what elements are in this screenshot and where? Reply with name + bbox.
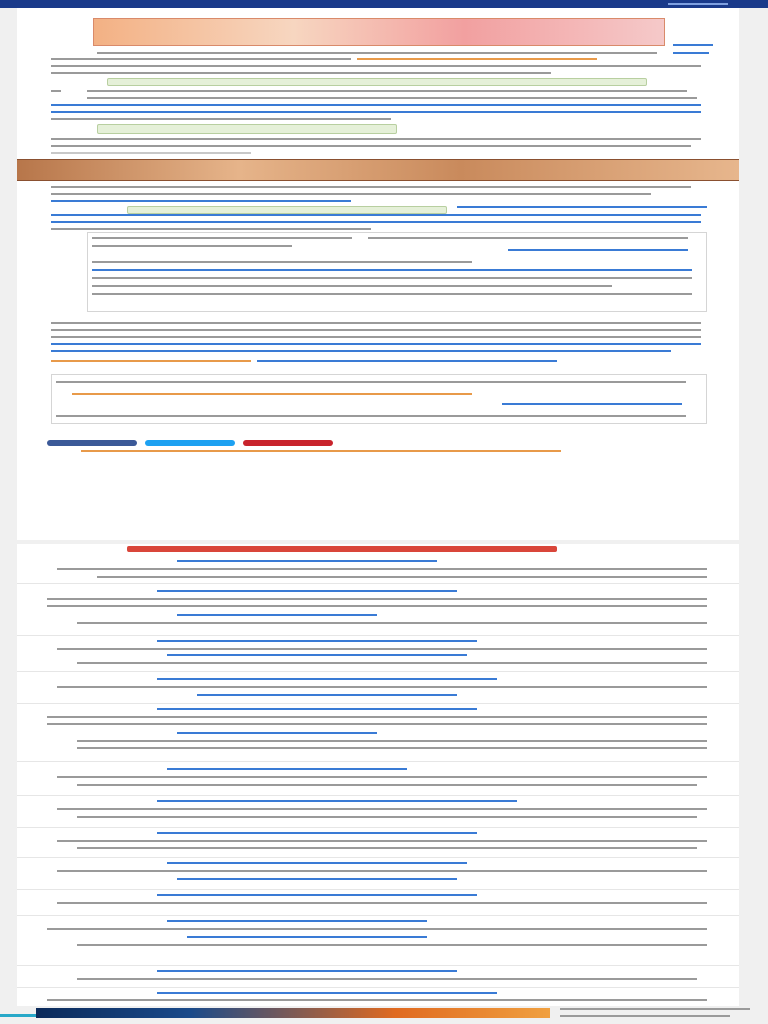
twitter-share-button[interactable] [145,440,235,446]
share-caption [81,450,561,452]
info-box [51,374,707,424]
list-item[interactable] [17,706,739,762]
article-title [17,8,18,9]
article-body [17,8,739,540]
site-title [0,0,1,1]
list-item[interactable] [17,968,739,988]
pinterest-share-button[interactable] [243,440,333,446]
footer-accent-line [0,1014,36,1017]
list-item[interactable] [17,918,739,966]
footer-text [560,1006,750,1020]
footer-banner-image[interactable] [36,1008,550,1018]
list-item[interactable] [17,638,739,672]
list-item[interactable] [17,990,739,1004]
menu-icon[interactable] [668,3,728,5]
photo-strip [17,159,739,181]
list-title [127,546,557,552]
share-buttons [47,440,333,446]
list-item[interactable] [17,798,739,828]
list-item[interactable] [17,556,739,584]
related-list [17,544,739,1006]
side-link[interactable] [673,52,709,54]
list-item[interactable] [17,676,739,704]
article-banner-image [93,18,665,46]
caption-line [97,52,657,54]
list-item[interactable] [17,588,739,636]
list-item[interactable] [17,830,739,858]
inline-table [87,232,707,312]
site-header [0,0,768,8]
facebook-share-button[interactable] [47,440,137,446]
highlight-box [107,78,647,86]
highlight-box [127,206,447,214]
side-link[interactable] [673,44,713,46]
list-item[interactable] [17,766,739,796]
list-item[interactable] [17,860,739,890]
list-item[interactable] [17,892,739,916]
highlight-box [97,124,397,134]
